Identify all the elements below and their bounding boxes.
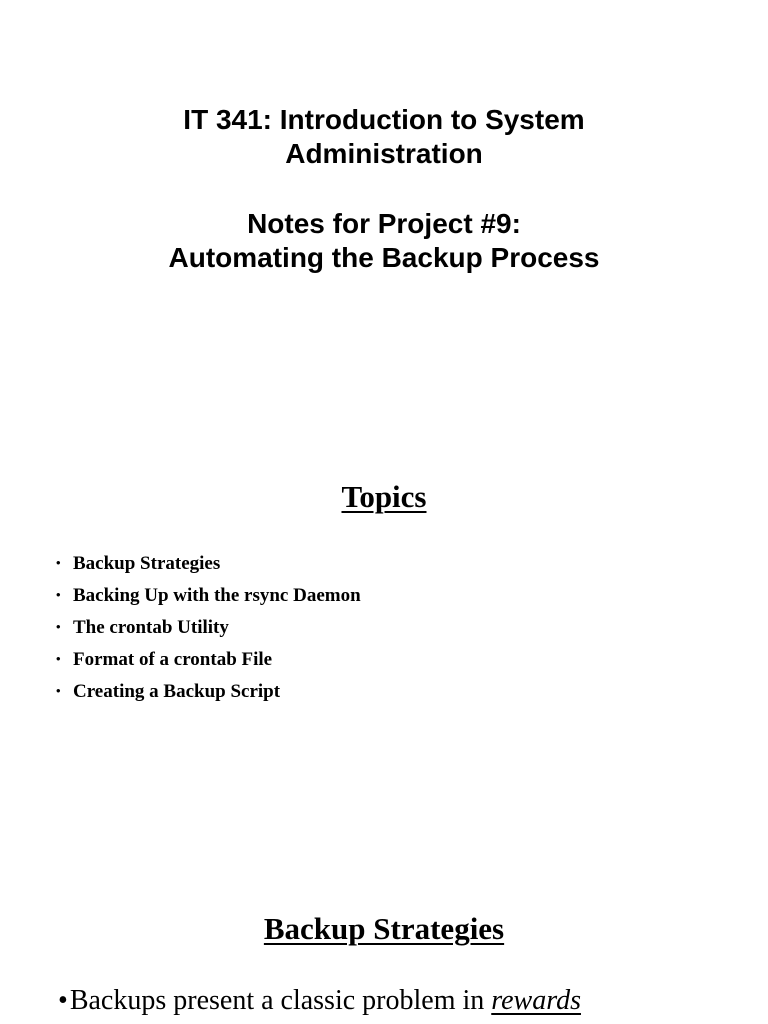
topics-heading: Topics [341,479,427,514]
project-title [0,207,768,275]
topic-item [56,581,361,613]
topic-label: The crontab Utility [73,617,229,638]
topic-item [56,549,361,581]
topic-label: Backing Up with the rsync Daemon [73,585,361,606]
bullet-icon: • [56,555,61,570]
topics-list [56,549,361,709]
topic-label: Format of a crontab File [73,649,273,670]
course-title-line-1: IT 341: Introduction to System [183,104,585,135]
bullet-icon: • [58,985,68,1016]
bullet-icon: • [56,651,61,666]
topic-label: Creating a Backup Script [73,681,281,702]
bullet-icon: • [56,683,61,698]
topic-label: Backup Strategies [73,553,221,574]
project-title-line-2: Automating the Backup Process [168,242,600,273]
course-title-line-2: Administration [285,138,483,169]
point-text: Backups present a classic problem in [69,985,492,1016]
course-title [0,103,768,171]
bullet-icon: • [56,619,61,634]
topic-item [56,613,361,645]
point-emphasis: rewards [491,985,581,1016]
topic-item [56,677,361,709]
project-title-line-1: Notes for Project #9: [247,208,521,239]
topic-item [56,645,361,677]
backup-strategies-heading: Backup Strategies [263,911,505,946]
bullet-icon: • [56,587,61,602]
backup-strategies-point [58,982,581,1020]
